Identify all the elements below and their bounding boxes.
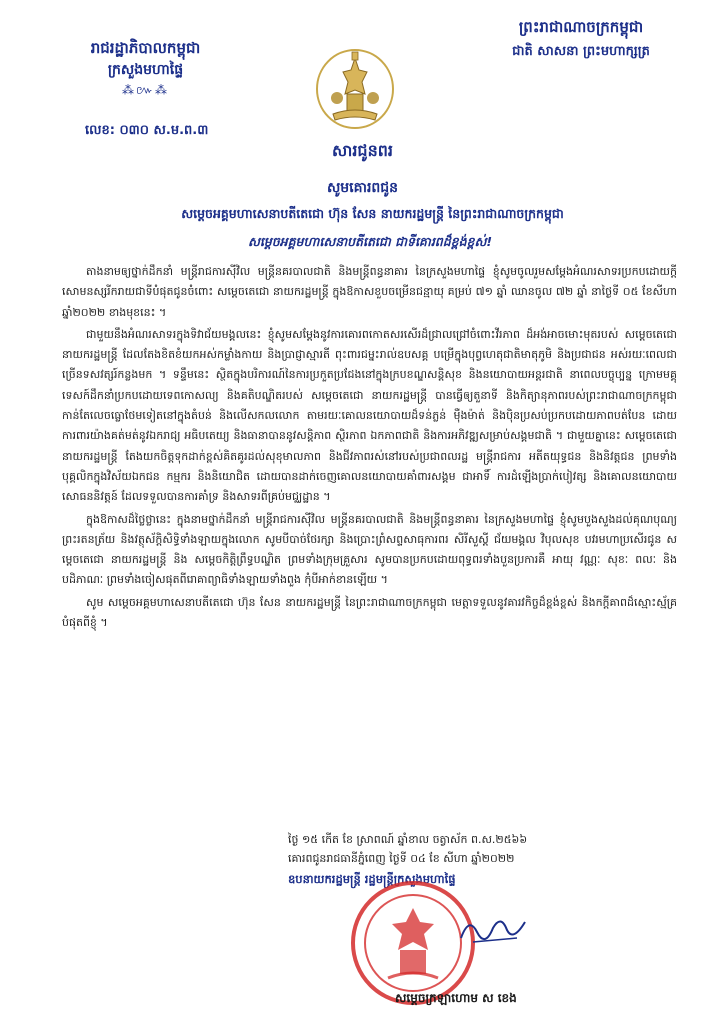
signer-name: សម្តេចក្រឡាហោម ស ខេង bbox=[395, 991, 517, 1005]
solar-date: គោរពជូនរាជធានីភ្នំពេញ ថ្ងៃទី ០៤ ខែ សីហា ឆ្នាំ២០២២ bbox=[288, 852, 515, 865]
handwritten-signature-icon bbox=[455, 908, 535, 948]
lunar-date: ថ្ងៃ ១៥ កើត ខែ ស្រាពណ៍ ឆ្នាំខាល ចត្វាស័ក ព.ស.២៥៦៦ bbox=[288, 833, 528, 846]
addressee: សម្តេចអគ្គមហាសេនាបតីតេជោ ហ៊ុន សែន នាយករដ្ឋមន្ត្រី នៃព្រះរាជាណាចក្រកម្ពុជា bbox=[181, 206, 564, 221]
royal-emblem-icon bbox=[315, 48, 395, 130]
ministry-header bbox=[58, 38, 233, 98]
kingdom-header bbox=[486, 16, 676, 62]
header-ornament: ⁂៚⁂ bbox=[122, 83, 169, 97]
salutation: សម្តេចអគ្គមហាសេនាបតីតេជោ ជាទីគោរពដ៏ខ្ពង់ខ្ពស់! bbox=[247, 234, 493, 249]
paragraph: ក្នុងឱកាសដ៏ថ្លៃថ្លានេះ ក្នុងនាមថ្នាក់ដឹកនាំ មន្ត្រីរាជការស៊ីវិល មន្ត្រីនគរបាលជាតិ និងមន្ត្រីពន្ធនាគារ នៃក្រសួងមហាផ្ទៃ ខ្ញុំសូមបួងសួងដល់គុណបុណ្យព្រះរតនត្រ័យ និងវត្ថុស័ក្តិសិទ្ធិទាំងឡាយក្នុងលោក សូមបីបាច់ថែរក្សា និងប្រោះព្រំសព្ទសាធុការពរ សិរីសួស្តី ជ័យមង្គល វិបុលសុខ បវរមហាប្រសើរជូន សម្តេចតេជោ នាយករដ្ឋមន្ត្រី និង សម្តេចកិត្តិព្រឹទ្ធបណ្ឌិត ព្រមទាំងក្រុមគ្រួសារ សូមបានប្រកបដោយពុទ្ធពរទាំងបួនប្រការគឺ អាយុ វណ្ណៈ សុខៈ ពលៈ និងបដិភាណៈ ព្រមទាំងចៀសផុតពីរោគាព្យាធិទាំងឡាយទាំងពួង កុំបីអាក់ខានឡើយ ។ bbox=[62, 512, 677, 587]
reference-number: លេខ: ០៣០ ស.ម.ព.៣ bbox=[85, 123, 209, 138]
signatory-title: ឧបនាយករដ្ឋមន្ត្រី រដ្ឋមន្ត្រីក្រសួងមហាផ្ទៃ bbox=[288, 872, 456, 886]
paragraph: ជាមួយនឹងអំណរសាទរក្នុងទិវាជ័យមង្គលនេះ ខ្ញុំសូមសម្តែងនូវការគោរពកោតសរសើរដ៏ជ្រាលជ្រៅចំពោះវីរភាព ដ៏អង់អាចមោះមុតរបស់ សម្តេចតេជោ នាយករដ្ឋមន្ត្រី ដែលតែងខិតខំយកអស់កម្លាំងកាយ និងប្រាជ្ញាស្មារតី ពុះពារជម្នះរាល់ឧបសគ្គ បម្រើក្នុងបុព្វហេតុជាតិមាតុភូមិ និងប្រជាជន អស់រយៈពេលជាច្រើនទសវត្សរ៍កន្លងមក ។ ទន្ទឹមនេះ ស្ថិតក្នុងបរិការណ៍នៃការប្រកួតប្រជែងនៅក្នុងក្របខណ្ឌសន្តិសុខ និងនយោបាយអន្តរជាតិ នាពេលបច្ចុប្បន្ន ក្រោមមគ្គុទេសក៍ដឹកនាំប្រកបដោយទេពកោសល្យ និងគតិបណ្ឌិតរបស់ សម្តេចតេជោ នាយករដ្ឋមន្ត្រី បានធ្វើឲ្យតួនាទី និងកិត្យានុភាពរបស់ព្រះរាជាណាចក្រកម្ពុជា កាន់តែលេចធ្លោថែមទៀតនៅក្នុងតំបន់ និងលើសកលលោក តាមរយៈគោលនយោបាយដ៏ទន់ភ្លន់ ម៉ឺងម៉ាត់ និងប៉ិនប្រសប់ប្រកបដោយភាពបត់បែន ដោយការពារយ៉ាងគត់មត់នូវឯករាជ្យ អធិបតេយ្យ និងធានាបាននូវសន្តិភាព ស្ថិរភាព ឯកភាពជាតិ និងការអភិវឌ្ឍសម្រាប់សង្គមជាតិ ។ ជាមួយគ្នានេះ សម្តេចតេជោ នាយករដ្ឋមន្ត្រី តែងយកចិត្តទុកដាក់ខ្ពស់គិតគូរដល់សុខុមាលភាព និងជីវភាពរស់នៅរបស់ប្រជាពលរដ្ឋ មន្ត្រីរាជការ អតីតយុទ្ធជន និងនិវត្តជន ព្រមទាំងបុគ្គលិកក្នុងវិស័យឯកជន កម្មករ និងនិយោជិត ដោយបានដាក់ចេញគោលនយោបាយគាំពារសង្គម ជាអាទិ៍ ការដំឡើងប្រាក់បៀវត្ស និងគោលនយោបាយសោធននិវត្តន៍ ដែលទទួលបានការគាំទ្រ និងសាទរពីគ្រប់មជ្ឈដ្ឋាន ។ bbox=[62, 327, 677, 504]
national-motto: ជាតិ សាសនា ព្រះមហាក្សត្រ bbox=[512, 44, 650, 59]
paragraph: តាងនាមឲ្យថ្នាក់ដឹកនាំ មន្ត្រីរាជការស៊ីវិល មន្ត្រីនគរបាលជាតិ និងមន្ត្រីពន្ធនាគារ នៃក្រសួងមហាផ្ទៃ ខ្ញុំសូមចូលរួមសម្តែងអំណរសាទរ​ប្រកបដោយក្តីសោមនស្សរីករាយជាទីបំផុតជូនចំពោះ សម្តេចតេជោ នាយករដ្ឋមន្ត្រី ក្នុងឱកាសខួបចម្រើនជន្មាយុ គម្រប់ ៧១ ឆ្នាំ ឈានចូល ៧២ ឆ្នាំ នាថ្ងៃទី ០៥ ខែសីហា ឆ្នាំ២០២២ ខាងមុខនេះ ។ bbox=[62, 265, 677, 319]
paragraph: សូម សម្តេចអគ្គមហាសេនាបតីតេជោ ហ៊ុន សែន នាយករដ្ឋមន្ត្រី នៃព្រះរាជាណាចក្រកម្ពុជា មេត្តាទទួលនូវគារវកិច្ចដ៏ខ្ពង់ខ្ពស់ និងកក្តីគាពដ៏ស្មោះស្ម័គ្របំផុតពីខ្ញុំ ។ bbox=[62, 595, 677, 630]
kingdom-name: ព្រះរាជាណាចក្រកម្ពុជា bbox=[518, 18, 644, 36]
letter-body bbox=[62, 262, 677, 635]
respectfully-to: សូមគោរពជូន bbox=[326, 180, 399, 196]
letter-title: សារជូនពរ bbox=[332, 141, 393, 160]
ministry-name: ក្រសួងមហាផ្ទៃ bbox=[107, 62, 184, 78]
government-name: រាជរដ្ឋាភិបាលកម្ពុជា bbox=[90, 39, 201, 57]
